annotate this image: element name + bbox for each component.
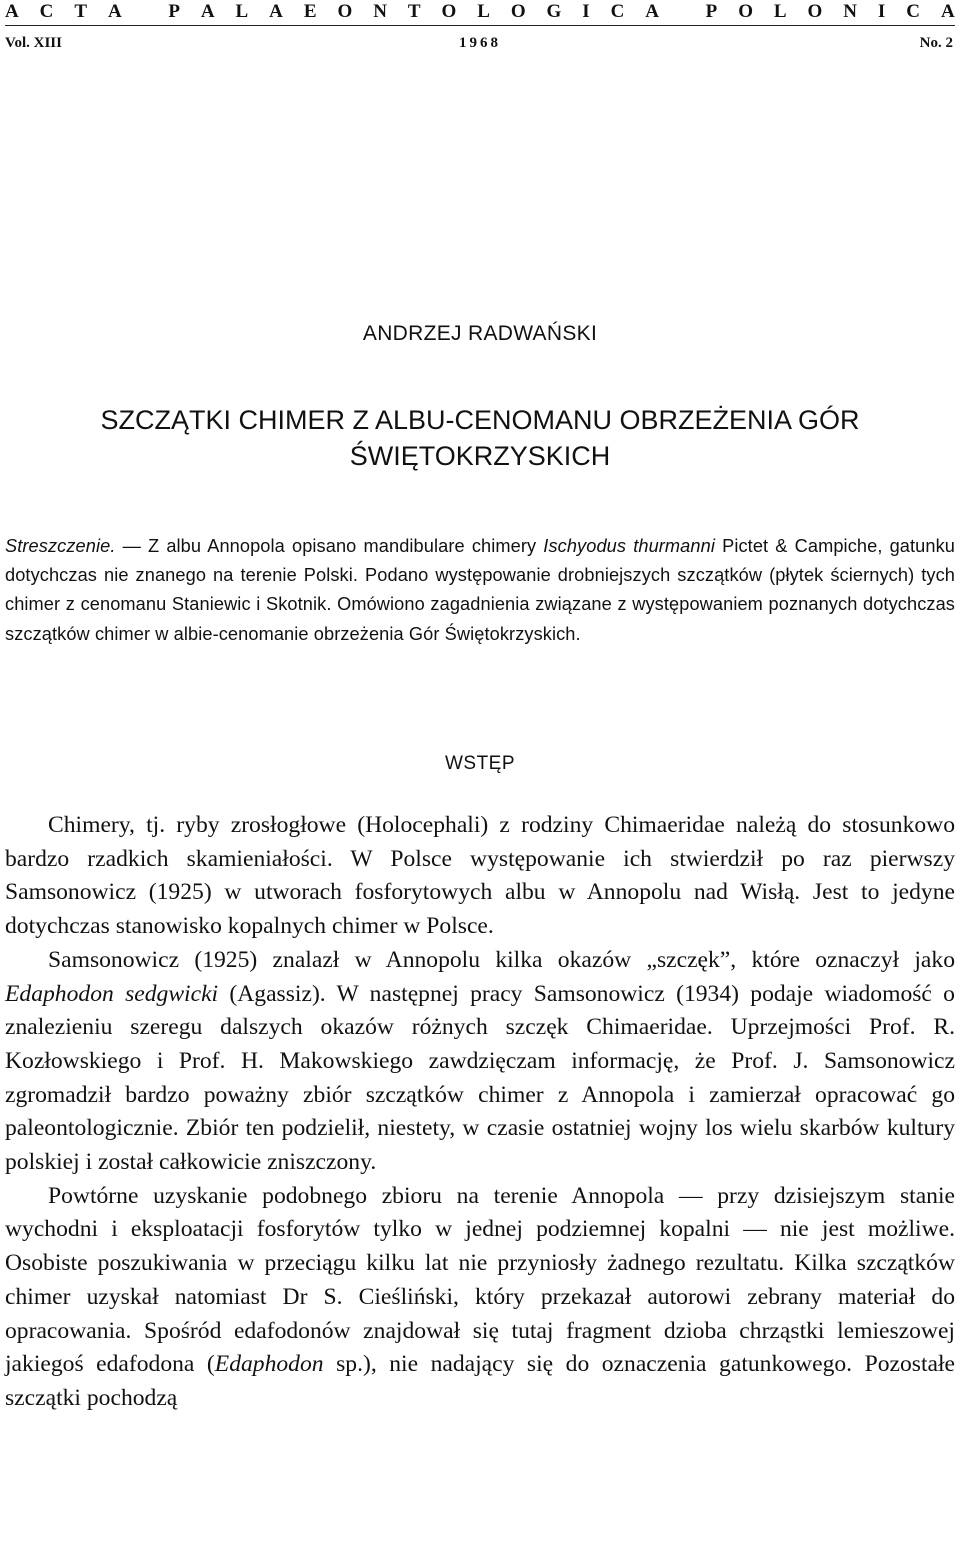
abstract-species-name: Ischyodus thurmanni — [543, 536, 715, 556]
paragraph-text: Powtórne uzyskanie podobnego zbioru na terenie Annopola — przy dzisiejszym stanie wychodni i eksploatacji fosforytów tylko w jednej podziemnej kopalni — nie jest możliwe. Osobiste poszukiwania w przeciągu kilku lat nie przyniosły żadnego rezultatu. Kilka szczątków chimer uzyskał natomiast Dr S. Cieśliński, który przekazał autorowi zebrany materiał do opracowania. Spośród edafodonów znajdował się tutaj fragment dzioba chrząstki lemieszowej jakiegoś edafodona ( — [5, 1182, 955, 1378]
journal-letter: G — [546, 1, 562, 22]
paragraph-text: Samsonowicz (1925) znalazł w Annopolu kilka okazów „szczęk”, które oznaczył jako — [48, 946, 955, 973]
abstract-text: — Z albu Annopola opisano mandibulare chimery — [115, 536, 544, 556]
journal-title — [5, 0, 955, 24]
journal-letter: I — [877, 1, 886, 22]
journal-letter: N — [843, 1, 857, 22]
article-author: ANDRZEJ RADWAŃSKI — [362, 322, 598, 345]
species-name: Edaphodon sedgwicki — [5, 980, 219, 1007]
journal-letter: A — [645, 1, 660, 22]
journal-letter: A — [940, 1, 955, 22]
journal-letter: O — [510, 1, 526, 22]
journal-letter: T — [74, 1, 88, 22]
journal-letter: A — [200, 1, 215, 22]
article-title-line: SZCZĄTKI CHIMER Z ALBU-CENOMANU OBRZEŻENIA GÓR — [100, 405, 860, 435]
paragraph — [5, 944, 955, 1180]
journal-letter: T — [407, 1, 421, 22]
section-heading: WSTĘP — [444, 753, 516, 774]
journal-letter: O — [441, 1, 457, 22]
journal-letter: A — [269, 1, 283, 22]
journal-letter: O — [337, 1, 353, 22]
issue-number-label: No. 2 — [919, 35, 953, 51]
journal-word-gap — [680, 0, 685, 24]
body-text — [5, 809, 955, 1416]
year-label: 1968 — [459, 35, 501, 51]
species-name: Edaphodon — [214, 1351, 324, 1378]
journal-letter: E — [303, 1, 317, 22]
paragraph: Chimery, tj. ryby zrosłogłowe (Holocephali) z rodziny Chimaeridae należą do stosunkowo bardzo rzadkich skamieniałości. W Polsce występowanie ich stwierdził po raz pierwszy Samsonowicz (1925) w utworach fosforytowych albu w Annopolu nad Wisłą. Jest to jedyne dotychczas stanowisko kopalnych chimer w Polsce. — [5, 812, 955, 940]
journal-letter: A — [5, 1, 19, 22]
journal-letter: C — [610, 1, 625, 22]
journal-letter: L — [773, 1, 787, 22]
paragraph — [5, 1180, 955, 1416]
journal-letter: O — [807, 1, 823, 22]
journal-letter: A — [107, 1, 122, 22]
journal-letter: O — [738, 1, 753, 22]
journal-letter: P — [168, 1, 180, 22]
journal-letter: C — [39, 1, 54, 22]
abstract-text: Pictet & Campiche, gatunku dotychczas nie znanego na terenie Polski. Podano występowanie drobniejszych szczątków (płytek ściernych) tych chimer z cenomanu Staniewic i Skotnik. Omówiono zagadnienia związane z występowaniem poznanych dotychczas szczątków chimer w albie-cenomanie obrzeżenia Gór Świętokrzyskich. — [5, 536, 956, 644]
paragraph-text: sp.), nie nadający się do oznaczenia gatunkowego. Pozostałe szczątki pochodzą — [5, 1351, 955, 1411]
journal-word-gap — [143, 0, 148, 24]
article-title-line: ŚWIĘTOKRZYSKICH — [349, 441, 611, 471]
journal-letter: N — [373, 1, 387, 22]
paragraph-text: (Agassiz). W następnej pracy Samsonowicz (1934) podaje wiadomość o znalezieniu szeregu dalszych okazów różnych szczęk Chimaeridae. Uprzejmości Prof. R. Kozłowskiego i Prof. H. Makowskiego zawdzięczam informację, że Prof. J. Samsonowicz zgromadził bardzo poważny zbiór szczątków chimer z Annopola i zamierzał opracować go paleontologicznie. Zbiór ten podzielił, niestety, w czasie ostatniej wojny los wielu skarbów kultury polskiej i został całkowicie zniszczony. — [5, 980, 955, 1176]
journal-letter: L — [235, 1, 249, 22]
volume-label: Vol. XIII — [5, 35, 62, 51]
journal-letter: P — [705, 1, 718, 22]
abstract-label: Streszczenie. — [5, 536, 116, 556]
journal-letter: L — [477, 1, 490, 22]
article-title — [5, 402, 955, 474]
journal-letter: C — [906, 1, 920, 22]
abstract — [5, 532, 955, 649]
header-rule — [5, 25, 955, 26]
journal-letter: I — [582, 1, 590, 22]
document-page — [5, 0, 955, 1568]
